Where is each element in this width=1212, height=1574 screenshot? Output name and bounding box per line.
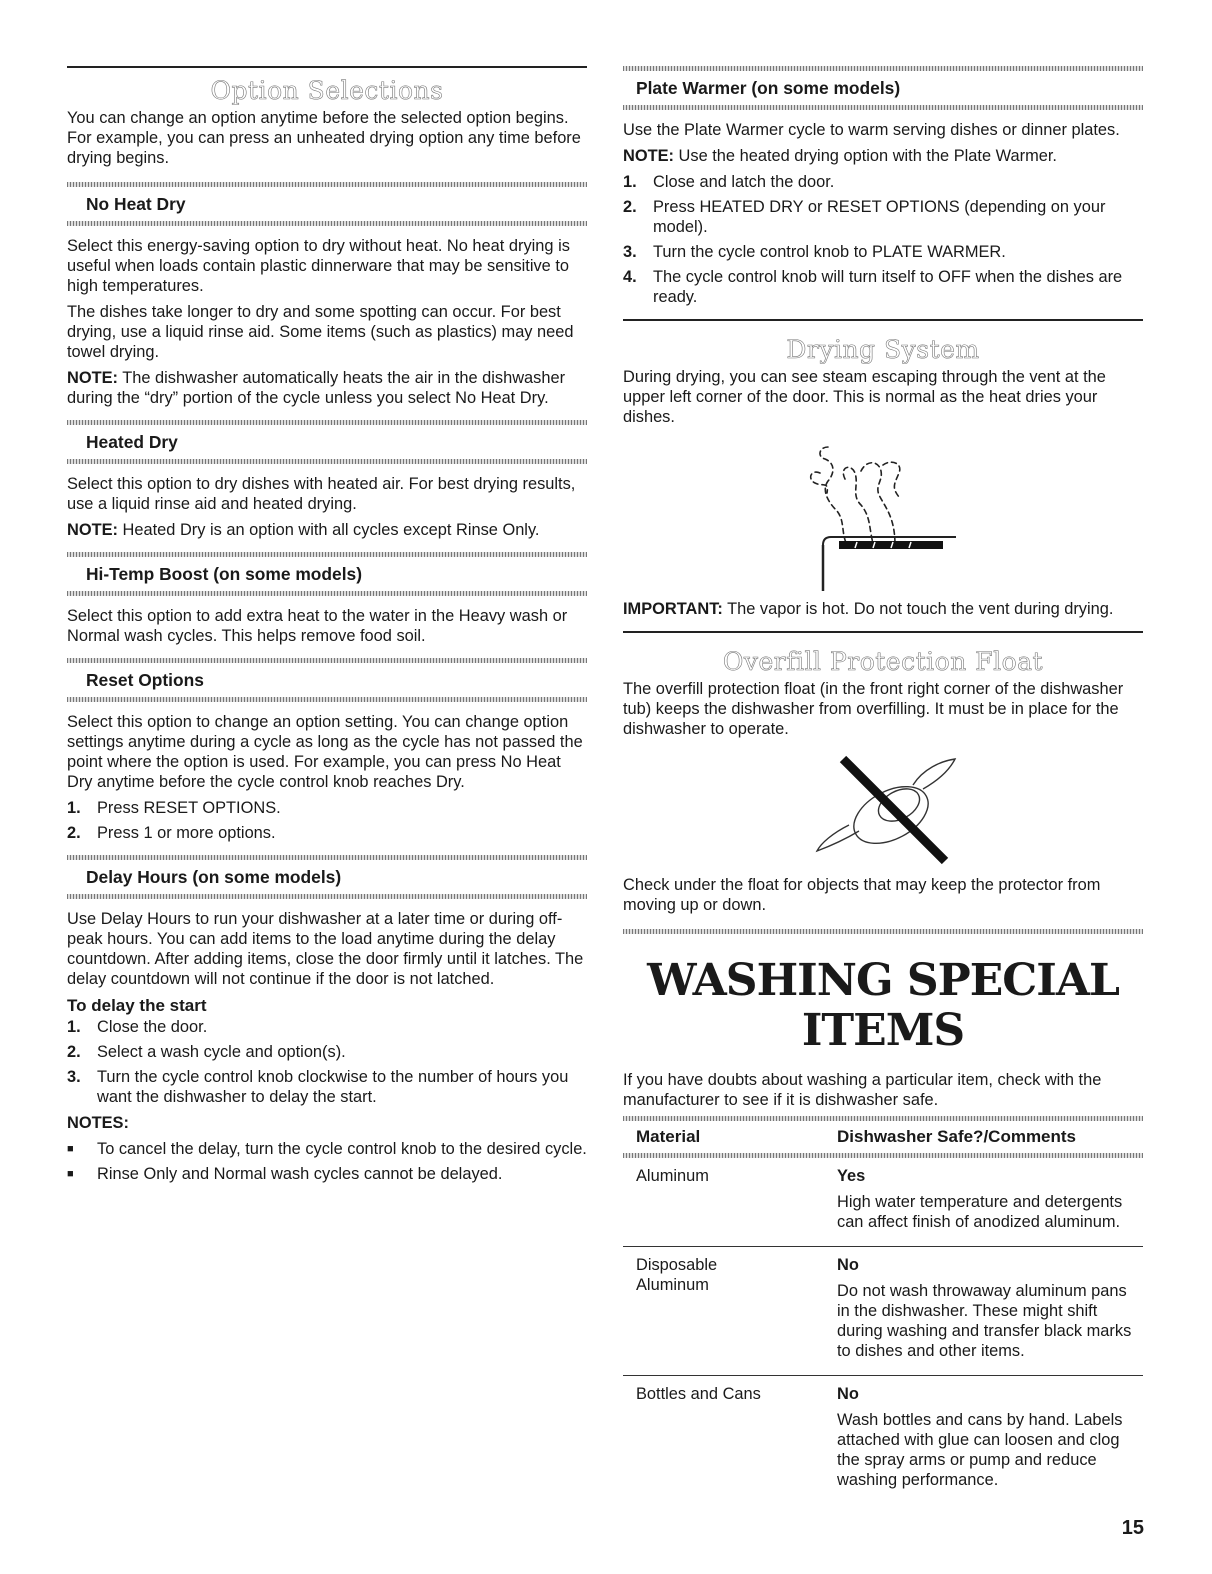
comment-cell	[824, 1247, 1143, 1376]
table-row	[623, 1376, 1143, 1505]
note-text: Heated Dry is an option with all cycles except Rinse Only.	[118, 521, 540, 539]
plate-warmer-text: Use the Plate Warmer cycle to warm serving dishes or dinner plates.	[623, 121, 1120, 139]
safe-answer: Yes	[837, 1167, 866, 1185]
comment-text: High water temperature and detergents can affect finish of anodized aluminum.	[837, 1193, 1123, 1231]
list-item: 3. Turn the cycle control knob clockwise to the number of hours you want the dishwasher to delay the start.	[67, 1068, 569, 1106]
material-cell: Aluminum	[623, 1158, 824, 1247]
reset-options-heading: Reset Options	[86, 670, 204, 690]
section-divider	[67, 697, 587, 702]
safe-answer: No	[837, 1256, 859, 1274]
option-selections-intro: You can change an option anytime before the selected option begins. For example, you can press an unheated drying option any time before drying begins.	[67, 109, 581, 167]
section-divider	[67, 894, 587, 899]
delay-notes	[67, 1139, 587, 1184]
list-item: 4. The cycle control knob will turn itself to OFF when the dishes are ready.	[623, 268, 1123, 306]
material-cell: Bottles and Cans	[636, 1385, 761, 1403]
section-divider	[67, 591, 587, 596]
list-item: 1. Close the door.	[67, 1018, 208, 1036]
material-cell: Disposable Aluminum	[623, 1247, 824, 1376]
reset-options-text: Select this option to change an option setting. You can change option settings anytime during a cycle as long as the cycle has not passed the point where the option is used. For example, you can press No Heat Dry anytime before the cycle control knob reaches Dry.	[67, 713, 583, 791]
delay-steps	[67, 1017, 587, 1107]
list-item: 2. Press HEATED DRY or RESET OPTIONS (depending on your model).	[623, 198, 1106, 236]
drying-system-text: During drying, you can see steam escaping through the vent at the upper left corner of the door. This is normal as the heat dries your dishes.	[623, 368, 1106, 426]
no-heat-dry-note	[67, 368, 587, 408]
heated-dry-heading: Heated Dry	[86, 432, 178, 452]
washing-special-items-title: WASHING SPECIAL ITEMS	[647, 955, 1119, 1056]
plate-warmer-steps	[623, 172, 1143, 307]
comment-cell	[824, 1376, 1143, 1505]
overfill-check-text: Check under the float for objects that may keep the protector from moving up or down.	[623, 876, 1101, 914]
drying-important	[623, 599, 1143, 619]
section-rule	[623, 631, 1143, 633]
hi-temp-heading: Hi-Temp Boost (on some models)	[86, 564, 363, 584]
top-rule	[67, 66, 587, 68]
notes-label: NOTES:	[67, 1114, 129, 1132]
delay-hours-heading: Delay Hours (on some models)	[86, 867, 342, 887]
section-divider	[67, 459, 587, 464]
delay-start-subheading: To delay the start	[67, 996, 207, 1015]
note-text: The dishwasher automatically heats the air in the dishwasher during the “dry” portion of the cycle unless you select No Heat Dry.	[67, 369, 566, 407]
comment-text: Do not wash throwaway aluminum pans in the dishwasher. These might shift during washing and transfer black marks to dishes and other items.	[837, 1282, 1132, 1360]
plate-warmer-heading: Plate Warmer (on some models)	[636, 78, 901, 98]
important-text: The vapor is hot. Do not touch the vent during drying.	[722, 600, 1114, 618]
overfill-title: Overfill Protection Float	[722, 647, 1044, 676]
list-item: 1. Close and latch the door.	[623, 173, 835, 191]
list-item: 2. Select a wash cycle and option(s).	[67, 1043, 346, 1061]
page-number: 15	[1121, 1517, 1144, 1539]
column-header-safe: Dishwasher Safe?/Comments	[837, 1127, 1077, 1146]
no-heat-dry-text-2: The dishes take longer to dry and some spotting can occur. For best drying, use a liquid rinse aid. Some items (such as plastics) may need towel drying.	[67, 303, 574, 361]
hi-temp-text: Select this option to add extra heat to the water in the Heavy wash or Normal wash cycles. This helps remove food soil.	[67, 607, 568, 645]
column-header-material: Material	[636, 1127, 701, 1146]
list-item: ■ Rinse Only and Normal wash cycles cannot be delayed.	[67, 1165, 503, 1183]
section-rule	[623, 319, 1143, 321]
drying-system-title: Drying System	[786, 335, 980, 364]
important-label: IMPORTANT:	[623, 600, 723, 618]
table-header-row	[623, 1121, 1143, 1153]
comment-cell	[824, 1158, 1143, 1247]
section-divider	[67, 221, 587, 226]
bullet-icon: ■	[67, 1143, 74, 1155]
reset-options-steps	[67, 798, 587, 843]
table-row	[623, 1247, 1143, 1376]
steam-vent-illustration	[623, 433, 1143, 593]
plate-warmer-note	[623, 146, 1143, 166]
bullet-icon: ■	[67, 1168, 74, 1180]
list-item: 2. Press 1 or more options.	[67, 824, 276, 842]
option-selections-title: Option Selections	[210, 76, 444, 105]
safe-answer: No	[837, 1385, 859, 1403]
delay-hours-text: Use Delay Hours to run your dishwasher at a later time or during off-peak hours. You can add items to the load anytime during the delay countdown. After adding items, close the door firmly until it latches. The delay countdown will not continue if the door is not latched.	[67, 910, 584, 988]
section-divider	[623, 105, 1143, 110]
list-item: 3. Turn the cycle control knob to PLATE WARMER.	[623, 243, 1006, 261]
no-heat-dry-heading: No Heat Dry	[86, 194, 186, 214]
left-column	[67, 66, 587, 1190]
note-label: NOTE:	[67, 369, 118, 387]
note-label: NOTE:	[67, 521, 118, 539]
section-divider	[623, 929, 1143, 934]
right-column	[623, 66, 1143, 1504]
table-row	[623, 1158, 1143, 1247]
list-item: 1. Press RESET OPTIONS.	[67, 799, 281, 817]
overfill-text: The overfill protection float (in the front right corner of the dishwasher tub) keeps the dishwasher from overfilling. It must be in place for the dishwasher to operate.	[623, 680, 1124, 738]
list-item: ■ To cancel the delay, turn the cycle control knob to the desired cycle.	[67, 1140, 587, 1158]
note-label: NOTE:	[623, 147, 674, 165]
heated-dry-text: Select this option to dry dishes with heated air. For best drying results, use a liquid rinse aid and heated drying.	[67, 475, 576, 513]
washing-intro: If you have doubts about washing a particular item, check with the manufacturer to see if it is dishwasher safe.	[623, 1071, 1102, 1109]
note-text: Use the heated drying option with the Plate Warmer.	[674, 147, 1057, 165]
materials-table	[623, 1121, 1143, 1504]
comment-text: Wash bottles and cans by hand. Labels attached with glue can loosen and clog the spray arms or pump and reduce washing performance.	[837, 1411, 1123, 1489]
overfill-float-illustration	[623, 745, 1143, 865]
no-heat-dry-text: Select this energy-saving option to dry without heat. No heat drying is useful when loads contain plastic dinnerware that may be sensitive to high temperatures.	[67, 237, 570, 295]
heated-dry-note	[67, 520, 587, 540]
